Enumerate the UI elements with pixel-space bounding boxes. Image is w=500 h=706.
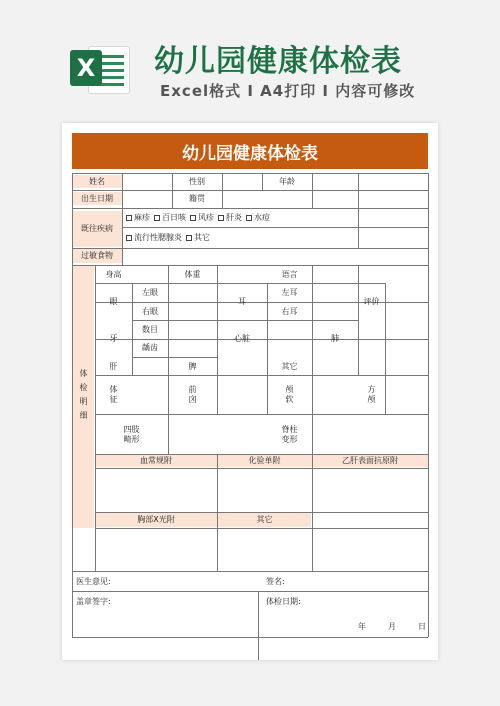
spleen-label: 脾: [188, 361, 197, 371]
date-day: 日: [418, 622, 426, 631]
name-value[interactable]: [122, 175, 172, 188]
form-sheet: [62, 123, 438, 660]
language-label: 语言: [281, 269, 298, 279]
disease-checkbox[interactable]: 麻疹: [126, 213, 150, 223]
limbs-label: 四肢 畸形: [123, 424, 140, 444]
date-year: 年: [358, 622, 366, 631]
disease-options: [122, 209, 358, 227]
page-subtitle: Excel格式 I A4打印 I 内容可修改: [160, 82, 416, 100]
hep-b-label: 乙肝表面抗原附: [342, 456, 398, 465]
doctor-opinion-label: 医生意见:: [76, 576, 111, 586]
chest-xray-label: 胸部X光附: [137, 515, 175, 524]
ear-label: 耳: [238, 297, 246, 306]
eye-label: 眼: [109, 297, 118, 306]
disease-checkbox[interactable]: 百日咳: [154, 213, 186, 223]
form-title: 幼儿园健康体检表: [72, 133, 428, 169]
disease-checkbox[interactable]: 风疹: [190, 213, 214, 223]
heart-label: 心脏: [234, 334, 250, 343]
square-skull-label: 方 颅: [367, 385, 376, 404]
age-label: 年龄: [279, 176, 295, 186]
name-label: 姓名: [89, 176, 105, 186]
liver-label: 肝: [109, 361, 118, 371]
left-eye-label: 左眼: [142, 288, 158, 297]
tooth-count-label: 数目: [142, 325, 158, 334]
caries-label: 龋齿: [142, 343, 158, 352]
lab-sheet-label: 化验单附: [248, 456, 281, 465]
exam-detail-label: 体检明细: [79, 369, 88, 425]
right-ear-label: 右耳: [281, 306, 298, 316]
tooth-label: 牙: [109, 334, 118, 343]
native-label: 籍贯: [189, 193, 205, 203]
disease-checkbox[interactable]: 流行性腮腺炎: [126, 233, 182, 243]
right-eye-label: 右眼: [142, 306, 158, 316]
date-month: 月: [388, 622, 396, 631]
excel-logo-icon: [70, 40, 130, 96]
birth-label: 出生日期: [81, 193, 113, 203]
height-label: 身高: [105, 269, 122, 279]
disease-checkbox[interactable]: 其它: [186, 233, 210, 243]
disease-checkbox[interactable]: 肝炎: [218, 213, 242, 223]
weight-label: 体重: [184, 269, 201, 279]
physique-label: 体 征: [109, 385, 118, 404]
signature-label: 签名:: [266, 576, 285, 586]
gender-value[interactable]: [222, 175, 262, 188]
skull-soft-label: 颅 软: [285, 385, 294, 404]
form-grid: [62, 123, 438, 660]
excel-x-badge: X: [70, 50, 102, 86]
stamp-label: 盖章签字:: [76, 597, 111, 606]
lung-label: 肺: [331, 334, 339, 343]
allergy-label: 过敏食物: [81, 251, 113, 260]
page-title: 幼儿园健康体检表: [154, 44, 402, 79]
left-ear-label: 左耳: [281, 288, 298, 297]
other2-label: 其它: [256, 515, 273, 524]
spine-label: 脊柱 变形: [281, 424, 298, 444]
disease-checkbox[interactable]: 水痘: [246, 213, 270, 223]
fontanelle-label: 前 囟: [188, 385, 197, 404]
blood-routine-label: 血常规附: [140, 456, 172, 465]
disease-options-2: [122, 228, 358, 247]
other-label: 其它: [281, 361, 298, 371]
gender-label: 性别: [189, 176, 205, 186]
rating-label: 评价: [363, 297, 380, 306]
exam-date-label: 体检日期:: [266, 597, 301, 606]
past-disease-label: 既往疾病: [81, 224, 113, 233]
